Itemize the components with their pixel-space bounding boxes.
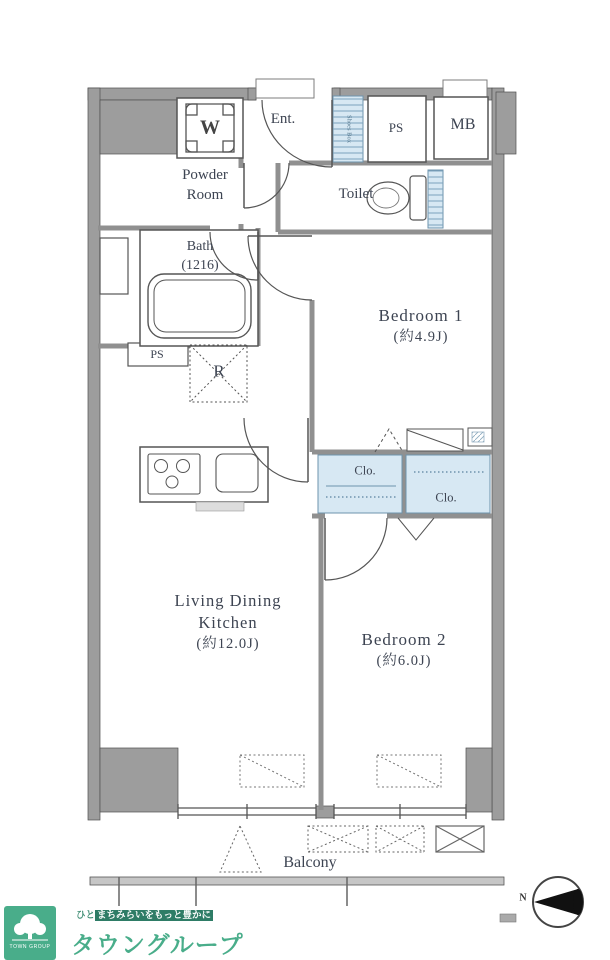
- compass-icon: [533, 877, 583, 927]
- label-bedroom1: Bedroom 1 (約4.9J): [378, 305, 464, 345]
- town-group-logo-icon: [4, 906, 56, 960]
- label-ps-left: PS: [150, 346, 164, 361]
- logo-caption: TOWN GROUP: [9, 944, 51, 950]
- label-mb: MB: [450, 116, 476, 134]
- label-bedroom2: Bedroom 2 (約6.0J): [361, 629, 447, 669]
- kitchen-icon: [140, 447, 268, 511]
- label-balcony: Balcony: [283, 854, 337, 872]
- balcony-railing: [90, 877, 504, 885]
- logo-tagline: ひと まちみらいをもっと豊かに: [76, 910, 212, 921]
- label-ldk: Living Dining Kitchen (約12.0J): [174, 590, 282, 652]
- label-powder-room: Powder Room: [182, 166, 228, 203]
- label-refrigerator: R: [213, 361, 225, 381]
- label-bath: Bath (1216): [181, 239, 219, 273]
- floor-markers: [240, 755, 441, 787]
- label-entrance: Ent.: [270, 110, 296, 127]
- toilet-icon: [367, 170, 443, 228]
- label-toilet: Toilet: [338, 185, 374, 202]
- ac-unit-icon: [436, 826, 484, 852]
- label-closet2: Clo.: [435, 490, 457, 505]
- compass-north-label: N: [519, 892, 527, 904]
- door-arc-bedroom2: [325, 518, 387, 580]
- bathtub-icon: [148, 274, 251, 338]
- brand-name: タウングループ: [71, 932, 244, 959]
- label-shoes-box: Shoes Box: [345, 115, 353, 143]
- door-arc-toilet: [244, 163, 289, 208]
- label-washer: W: [200, 116, 220, 139]
- label-ps-top: PS: [388, 120, 404, 136]
- sink-icon: [216, 454, 258, 492]
- label-closet1: Clo.: [354, 463, 376, 478]
